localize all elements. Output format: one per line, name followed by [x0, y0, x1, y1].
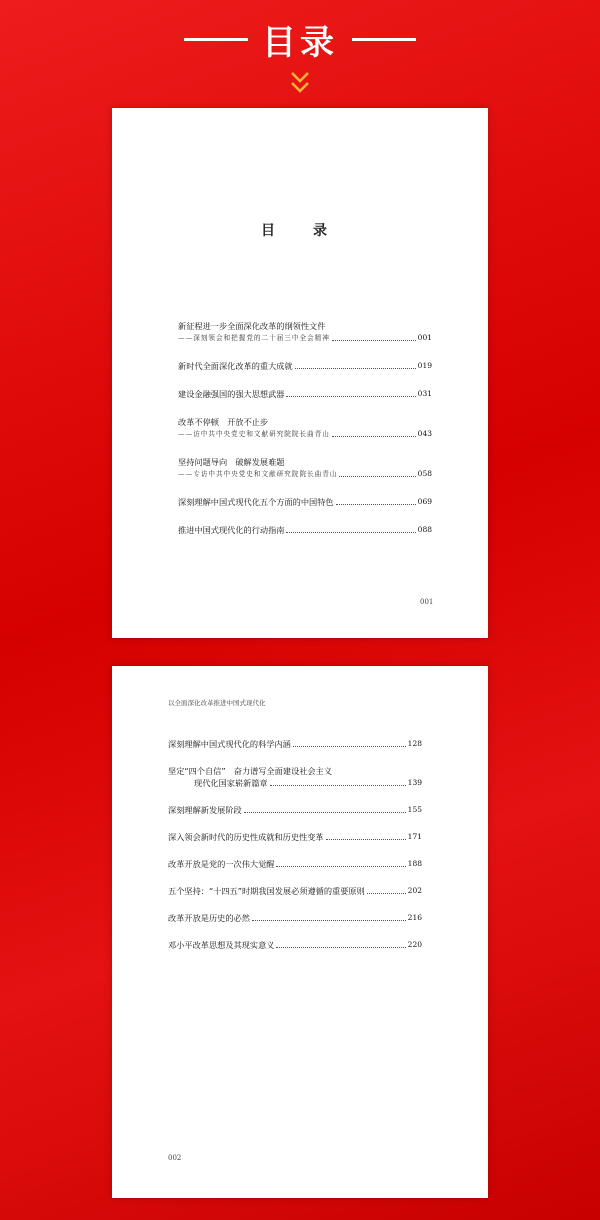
leader-dots — [244, 812, 406, 813]
double-chevron-down-icon — [288, 70, 312, 96]
toc-entry[interactable] — [168, 939, 422, 951]
toc-entry-page: 031 — [417, 389, 432, 398]
toc-entry[interactable] — [178, 388, 432, 400]
toc-entry-subtitle: ——深刻领会和把握党的二十届三中全会精神 — [178, 334, 330, 342]
toc-entry-title: 邓小平改革思想及其现实意义 — [168, 940, 275, 950]
toc-entry-subtitle: ——访中共中央党史和文献研究院院长曲青山 — [178, 430, 330, 438]
toc-entry[interactable] — [168, 858, 422, 870]
leader-dots — [332, 340, 416, 341]
toc-entry-page: 069 — [417, 497, 432, 506]
toc-entry-title: 推进中国式现代化的行动指南 — [178, 525, 285, 535]
toc-entry[interactable] — [178, 524, 432, 536]
leader-dots — [339, 476, 415, 477]
leader-dots — [270, 785, 406, 786]
toc-entry-subtitle: ——专访中共中央党史和文献研究院院长曲青山 — [178, 470, 338, 478]
toc-entry-page: 001 — [417, 333, 432, 342]
toc-entry-title: 改革开放是党的一次伟大觉醒 — [168, 859, 275, 869]
toc-entry-title: 深入领会新时代的历史性成就和历史性变革 — [168, 832, 324, 842]
toc-entry[interactable] — [168, 912, 422, 924]
toc-page-1 — [112, 108, 488, 638]
toc-entry-page: 043 — [417, 429, 432, 438]
header — [0, 14, 600, 64]
toc-entry-title: 坚定“四个自信” 奋力谱写全面建设社会主义 — [168, 766, 333, 776]
toc-entry-title-continued: 现代化国家崭新篇章 — [194, 778, 268, 788]
leader-dots — [336, 504, 416, 505]
toc-entry-page: 019 — [417, 361, 432, 370]
page-number: 001 — [420, 598, 434, 606]
leader-dots — [252, 920, 406, 921]
toc-entry[interactable] — [178, 416, 432, 440]
toc-list-1 — [178, 320, 432, 552]
toc-entry-title: 建设金融强国的强大思想武器 — [178, 389, 285, 399]
running-head: 以全面深化改革推进中国式现代化 — [168, 699, 266, 707]
toc-entry-page: 088 — [417, 525, 432, 534]
leader-dots — [332, 436, 416, 437]
toc-entry-page: 058 — [417, 469, 432, 478]
toc-entry-title: 改革开放是历史的必然 — [168, 913, 250, 923]
toc-entry-title: 五个坚持：“十四五”时期我国发展必须遵循的重要原则 — [168, 886, 365, 896]
leader-dots — [293, 746, 406, 747]
toc-list-2 — [168, 738, 422, 966]
toc-entry-title: 改革不停顿 开放不止步 — [178, 417, 269, 427]
leader-dots — [276, 866, 405, 867]
toc-entry[interactable] — [168, 804, 422, 816]
toc-entry-page: 188 — [407, 859, 422, 868]
toc-entry[interactable] — [178, 320, 432, 344]
toc-entry[interactable] — [178, 456, 432, 480]
leader-dots — [286, 396, 415, 397]
toc-entry[interactable] — [168, 831, 422, 843]
header-left-rule — [184, 38, 248, 41]
toc-entry-page: 128 — [407, 739, 422, 748]
header-right-rule — [352, 38, 416, 41]
toc-entry[interactable] — [178, 496, 432, 508]
toc-heading: 目 录 — [261, 223, 339, 239]
toc-entry-title: 新征程进一步全面深化改革的纲领性文件 — [178, 321, 326, 331]
toc-entry-title: 新时代全面深化改革的重大成就 — [178, 361, 293, 371]
toc-entry-title: 深刻理解中国式现代化的科学内涵 — [168, 739, 291, 749]
page-number: 002 — [168, 1154, 182, 1162]
toc-entry-page: 171 — [407, 832, 422, 841]
toc-entry-page: 216 — [407, 913, 422, 922]
toc-entry-page: 220 — [407, 940, 422, 949]
page-title: 目录 — [262, 22, 338, 63]
toc-entry-page: 202 — [407, 886, 422, 895]
leader-dots — [367, 893, 406, 894]
leader-dots — [326, 839, 406, 840]
leader-dots — [286, 532, 415, 533]
toc-entry[interactable] — [178, 360, 432, 372]
leader-dots — [295, 368, 416, 369]
toc-entry[interactable] — [168, 885, 422, 897]
toc-entry[interactable] — [168, 765, 422, 789]
toc-entry[interactable] — [168, 738, 422, 750]
leader-dots — [276, 947, 405, 948]
toc-entry-title: 深刻理解中国式现代化五个方面的中国特色 — [178, 497, 334, 507]
toc-entry-title: 深刻理解新发展阶段 — [168, 805, 242, 815]
toc-entry-title: 坚持问题导向 破解发展难题 — [178, 457, 285, 467]
toc-entry-page: 155 — [407, 805, 422, 814]
toc-entry-page: 139 — [407, 778, 422, 787]
toc-page-2 — [112, 666, 488, 1198]
